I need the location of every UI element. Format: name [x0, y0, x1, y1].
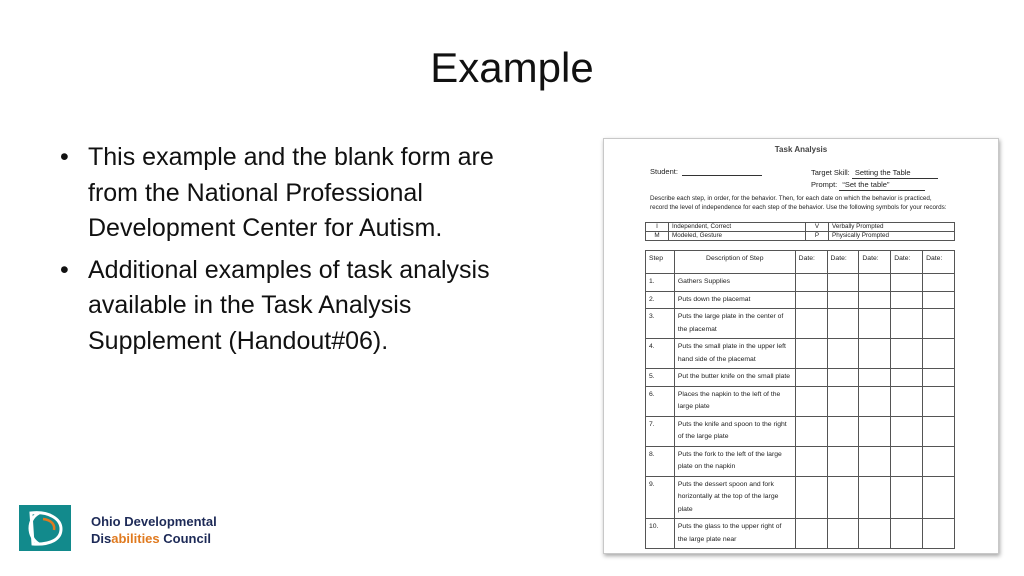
date-cell: [795, 291, 827, 309]
date-cell: [827, 339, 859, 369]
target-skill-label: Target Skill:: [811, 168, 850, 177]
bullet-item: [60, 253, 510, 360]
date-cell: [891, 446, 923, 476]
date-cell: [923, 369, 955, 387]
date-cell: [923, 291, 955, 309]
date-cell: [859, 309, 891, 339]
date-cell: [923, 476, 955, 519]
step-row: [646, 309, 955, 339]
date-cell: [795, 519, 827, 549]
student-label: Student:: [650, 167, 678, 176]
bullet-list: [60, 140, 510, 365]
step-number: 9.: [646, 476, 675, 519]
date-cell: [795, 339, 827, 369]
code: P: [806, 232, 829, 241]
step-description: Puts the large plate in the center of the placemat: [674, 309, 795, 339]
form-title: Task Analysis: [774, 145, 828, 154]
step-number: 2.: [646, 291, 675, 309]
date-cell: [795, 386, 827, 416]
logo-line2-accent: abilities: [111, 531, 160, 546]
date-cell: [891, 416, 923, 446]
prompt-label: Prompt:: [811, 180, 838, 189]
date-cell: [827, 519, 859, 549]
date-cell: [859, 386, 891, 416]
bullet-text: Additional examples of task analysis available in the Task Analysis Supplement (Handout#06).: [88, 255, 490, 355]
date-cell: [891, 309, 923, 339]
prompt-value: “Set the table”: [839, 179, 925, 191]
step-number: 7.: [646, 416, 675, 446]
step-description: Puts the dessert spoon and fork horizontally at the top of the large plate: [674, 476, 795, 519]
date-cell: [891, 339, 923, 369]
step-row: [646, 416, 955, 446]
date-cell: [827, 291, 859, 309]
header-date: Date:: [827, 251, 859, 274]
code-meaning: Verbally Prompted: [829, 223, 955, 232]
date-cell: [859, 291, 891, 309]
date-cell: [891, 386, 923, 416]
date-cell: [891, 476, 923, 519]
date-cell: [827, 274, 859, 292]
date-cell: [795, 274, 827, 292]
code: I: [646, 223, 669, 232]
date-cell: [923, 309, 955, 339]
header-date: Date:: [859, 251, 891, 274]
step-row: [646, 386, 955, 416]
step-number: 10.: [646, 519, 675, 549]
odc-logo-mark: [19, 505, 71, 551]
step-row: [646, 274, 955, 292]
code-meaning: Physically Prompted: [829, 232, 955, 241]
date-cell: [827, 416, 859, 446]
date-cell: [827, 476, 859, 519]
code-row: [646, 232, 955, 241]
code: V: [806, 223, 829, 232]
logo-line2: [91, 530, 217, 547]
step-description: Puts down the placemat: [674, 291, 795, 309]
date-cell: [923, 416, 955, 446]
header-description: Description of Step: [674, 251, 795, 274]
target-skill-value: Setting the Table: [852, 167, 938, 179]
student-line: [682, 175, 762, 176]
logo-line1: Ohio Developmental: [91, 514, 217, 529]
step-row: [646, 369, 955, 387]
steps-table: [645, 250, 955, 549]
date-cell: [923, 386, 955, 416]
step-description: Put the butter knife on the small plate: [674, 369, 795, 387]
odc-logo-text: [91, 513, 217, 547]
step-number: 3.: [646, 309, 675, 339]
date-cell: [827, 309, 859, 339]
step-number: 1.: [646, 274, 675, 292]
target-skill-block: [811, 167, 938, 191]
date-cell: [859, 369, 891, 387]
code-meaning: Modeled, Gesture: [669, 232, 806, 241]
date-cell: [859, 446, 891, 476]
step-description: Puts the small plate in the upper left hand side of the placemat: [674, 339, 795, 369]
bullet-item: [60, 140, 510, 247]
header-date: Date:: [891, 251, 923, 274]
form-instructions: Describe each step, in order, for the behavior. Then, for each date on which the behavior is practiced, record the level of independence for each step of the behavior. Use the following symbols for your records:: [650, 195, 947, 211]
step-description: Gathers Supplies: [674, 274, 795, 292]
bullet-glyph: •: [60, 255, 69, 284]
date-cell: [891, 519, 923, 549]
student-field: [650, 167, 762, 176]
step-number: 4.: [646, 339, 675, 369]
bullet-text: This example and the blank form are from the National Professional Development Center for Autism.: [88, 143, 494, 242]
step-row: [646, 339, 955, 369]
date-cell: [859, 519, 891, 549]
date-cell: [795, 416, 827, 446]
step-number: 6.: [646, 386, 675, 416]
odc-logo: [19, 505, 229, 551]
step-description: Puts the glass to the upper right of the large plate near: [674, 519, 795, 549]
step-number: 8.: [646, 446, 675, 476]
steps-header-row: [646, 251, 955, 274]
date-cell: [827, 369, 859, 387]
slide-title: Example: [430, 44, 594, 91]
date-cell: [859, 339, 891, 369]
header-date: Date:: [923, 251, 955, 274]
date-cell: [859, 274, 891, 292]
step-number: 5.: [646, 369, 675, 387]
date-cell: [827, 446, 859, 476]
date-cell: [795, 369, 827, 387]
symbol-codes-table: [645, 222, 955, 241]
step-description: Places the napkin to the left of the large plate: [674, 386, 795, 416]
date-cell: [795, 446, 827, 476]
step-row: [646, 519, 955, 549]
logo-line2-part2: Council: [159, 531, 211, 546]
date-cell: [891, 274, 923, 292]
task-analysis-form-image: [603, 138, 999, 554]
date-cell: [923, 519, 955, 549]
header-date: Date:: [795, 251, 827, 274]
date-cell: [891, 291, 923, 309]
date-cell: [795, 309, 827, 339]
logo-line2-part1: Dis: [91, 531, 112, 546]
date-cell: [859, 416, 891, 446]
date-cell: [795, 476, 827, 519]
code-meaning: Independent, Correct: [669, 223, 806, 232]
step-description: Puts the fork to the left of the large plate on the napkin: [674, 446, 795, 476]
header-step: Step: [646, 251, 675, 274]
date-cell: [891, 369, 923, 387]
code-row: [646, 223, 955, 232]
step-row: [646, 476, 955, 519]
bullet-glyph: •: [60, 143, 69, 171]
step-row: [646, 446, 955, 476]
step-row: [646, 291, 955, 309]
date-cell: [923, 274, 955, 292]
date-cell: [923, 446, 955, 476]
date-cell: [923, 339, 955, 369]
code: M: [646, 232, 669, 241]
date-cell: [827, 386, 859, 416]
date-cell: [859, 476, 891, 519]
step-description: Puts the knife and spoon to the right of the large plate: [674, 416, 795, 446]
